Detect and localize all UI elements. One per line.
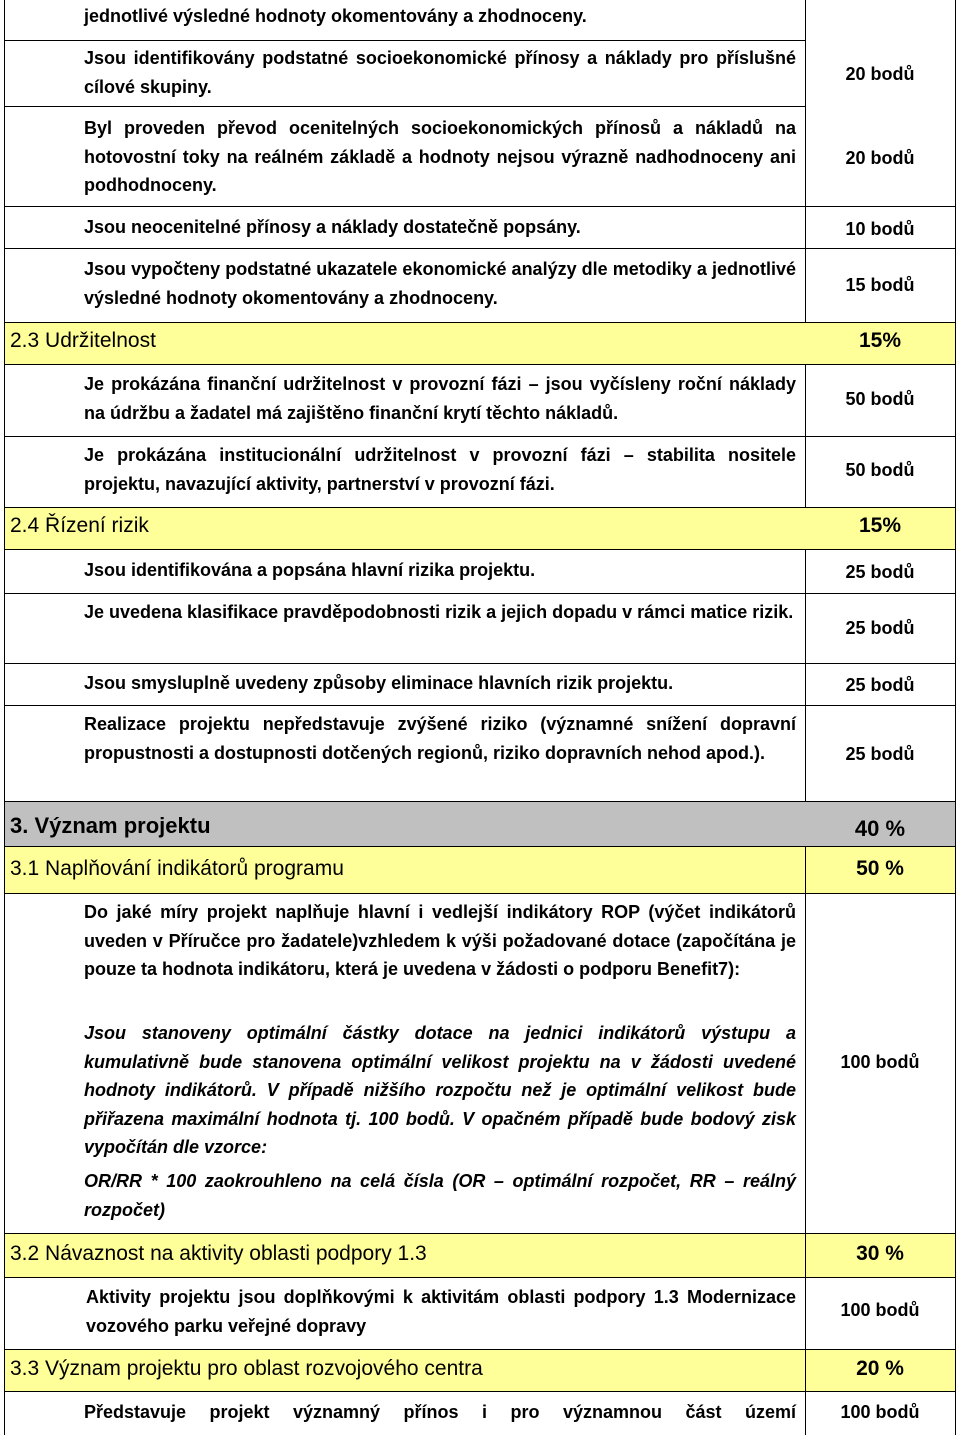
criterion-points: 100 bodů — [840, 1300, 920, 1320]
row-divider — [4, 593, 956, 594]
table-border-left — [4, 0, 5, 1435]
criterion-text: Jsou identifikována a popsána hlavní rizika projektu. — [84, 560, 536, 580]
criterion-points: 50 bodů — [845, 460, 915, 480]
table-border-right — [955, 0, 956, 1435]
criterion-text: Aktivity projektu jsou doplňkovými k aktivitám oblasti podpory 1.3 Modernizace vozového parku veřejné dopravy — [86, 1287, 796, 1336]
criterion-formula: OR/RR * 100 zaokrouhleno na celá čísla (OR – optimální rozpočet, RR – reálný rozpočet) — [84, 1171, 796, 1220]
row-divider — [4, 705, 956, 706]
criterion-points: 25 bodů — [845, 562, 915, 582]
criterion-text: Do jaké míry projekt naplňuje hlavní i vedlejší indikátory ROP (výčet indikátorů uveden v Příručce pro žadatele)vzhledem k výši požadované dotace (započítána je pouze ta hodnota indikátoru, která je uvedena v žádosti o podporu Benefit7): — [84, 902, 796, 979]
criterion-points: 25 bodů — [845, 618, 915, 638]
criterion-text: Je prokázána finanční udržitelnost v provozní fázi – jsou vyčísleny roční náklady na údržbu a žadatel má zajištěno finanční krytí těchto nákladů. — [84, 374, 796, 423]
criterion-text: Je prokázána institucionální udržitelnost v provozní fázi – stabilita nositele projektu, navazující aktivity, partnerství v provozní fázi. — [84, 445, 796, 494]
row-divider — [4, 1277, 956, 1278]
row-divider — [4, 507, 956, 508]
row-divider — [4, 436, 956, 437]
criterion-points: 100 bodů — [840, 1052, 920, 1072]
criterion-points: 20 bodů — [845, 148, 915, 168]
column-divider — [805, 847, 806, 1233]
criterion-points: 15 bodů — [845, 275, 915, 295]
row-divider — [4, 40, 806, 41]
section-weight-3: 40 % — [854, 816, 906, 841]
section-weight-3-1: 50 % — [856, 857, 904, 880]
section-title-2-4: 2.4 Řízení rizik — [10, 514, 149, 537]
row-divider — [4, 549, 956, 550]
criterion-text: Představuje projekt významný přínos i pro významnou část území — [84, 1402, 796, 1422]
criterion-text: Byl proveden převod ocenitelných socioekonomických přínosů a nákladů na hotovostní toky na reálném základě a hodnoty nejsou výrazně nadhodnoceny ani podhodnoceny. — [84, 118, 796, 195]
criterion-points: 25 bodů — [845, 744, 915, 764]
criterion-text: Je uvedena klasifikace pravděpodobnosti rizik a jejich dopadu v rámci matice rizik. — [84, 602, 794, 622]
criterion-text: Realizace projektu nepředstavuje zvýšené riziko (významné snížení dopravní propustnosti a dostupnosti dotčených regionů, riziko dopravních nehod apod.). — [84, 714, 796, 763]
row-divider — [4, 106, 806, 107]
section-weight-2-4: 15% — [858, 514, 902, 537]
row-divider — [4, 1233, 956, 1234]
criterion-points: 10 bodů — [845, 219, 915, 239]
section-weight-3-2: 30 % — [856, 1242, 904, 1265]
section-weight-3-3: 20 % — [856, 1357, 904, 1380]
row-divider — [4, 1391, 956, 1392]
criterion-points: 50 bodů — [845, 389, 915, 409]
section-weight-2-3: 15% — [858, 329, 902, 352]
row-divider — [4, 322, 956, 323]
criterion-points: 20 bodů — [845, 64, 915, 84]
criterion-text: jednotlivé výsledné hodnoty okomentovány a zhodnoceny. — [84, 6, 587, 26]
criterion-text: Jsou smysluplně uvedeny způsoby eliminace hlavních rizik projektu. — [84, 673, 674, 693]
section-title-3-3: 3.3 Význam projektu pro oblast rozvojového centra — [10, 1357, 483, 1380]
criterion-text: Jsou vypočteny podstatné ukazatele ekonomické analýzy dle metodiky a jednotlivé výsledné hodnoty okomentovány a zhodnoceny. — [84, 259, 796, 308]
criterion-points: 25 bodů — [845, 675, 915, 695]
criterion-text: Jsou identifikovány podstatné socioekonomické přínosy a náklady pro příslušné cílové skupiny. — [84, 48, 796, 97]
criterion-text: Jsou neocenitelné přínosy a náklady dostatečně popsány. — [84, 217, 581, 237]
section-title-3: 3. Význam projektu — [10, 813, 211, 838]
row-divider — [4, 846, 956, 847]
row-divider — [4, 248, 956, 249]
row-divider — [4, 893, 956, 894]
criterion-points: 100 bodů — [840, 1402, 920, 1422]
row-divider — [4, 1349, 956, 1350]
row-divider — [4, 801, 956, 802]
row-divider — [4, 663, 956, 664]
row-divider — [4, 206, 956, 207]
section-title-3-1: 3.1 Naplňování indikátorů programu — [10, 857, 344, 880]
section-title-2-3: 2.3 Udržitelnost — [10, 329, 156, 352]
section-title-3-2: 3.2 Návaznost na aktivity oblasti podpory 1.3 — [10, 1242, 427, 1265]
criterion-formula-description: Jsou stanoveny optimální částky dotace na jednici indikátorů výstupu a kumulativně bude stanovena optimální velikost projektu na v žádosti uvedené hodnoty indikátorů. V případě nižšího rozpočtu než je optimální velikost bude přiřazena maximální hodnota tj. 100 bodů. V opačném případě bude bodový zisk vypočítán dle vzorce: — [84, 1023, 796, 1157]
row-divider — [4, 364, 956, 365]
